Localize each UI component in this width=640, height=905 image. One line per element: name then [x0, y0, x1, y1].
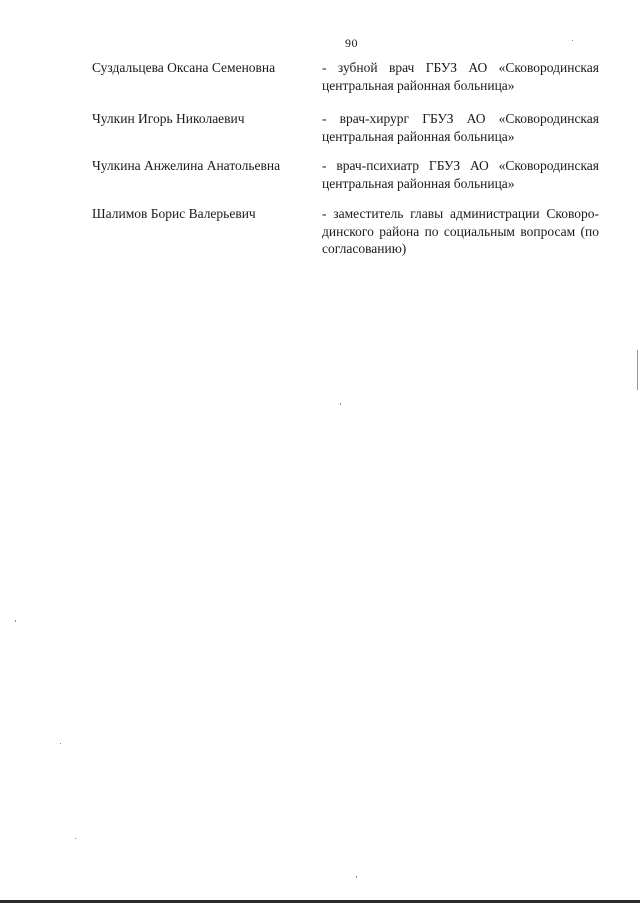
- member-role-line: - зубной врач ГБУЗ АО «Сковородинская: [322, 60, 599, 75]
- member-role: [322, 110, 599, 145]
- member-name: Суздальцева Оксана Семеновна: [92, 60, 276, 75]
- member-role-line: - врач-хирург ГБУЗ АО «Сковородинская: [322, 111, 599, 126]
- member-role-line: - врач-психиатр ГБУЗ АО «Сковородинская: [322, 158, 599, 173]
- member-name: Шалимов Борис Валерьевич: [92, 206, 256, 221]
- member-name: Чулкин Игорь Николаевич: [92, 111, 245, 126]
- member-role: [322, 205, 599, 258]
- scan-bottom-edge: [0, 900, 640, 903]
- member-role-line: согласованию): [322, 241, 407, 256]
- member-role-line: центральная районная больница»: [322, 175, 515, 191]
- scan-speck: [60, 743, 61, 744]
- scan-speck: [340, 403, 341, 405]
- member-role: [322, 157, 599, 192]
- member-role-line: - заместитель главы администрации Сковоро-: [322, 206, 599, 221]
- member-name: Чулкина Анжелина Анатольевна: [92, 158, 281, 173]
- scan-speck: [572, 40, 573, 41]
- scan-speck: [15, 620, 16, 622]
- page-number: 90: [345, 36, 358, 50]
- scan-speck: [356, 876, 357, 878]
- scan-speck: [75, 838, 76, 839]
- member-role-line: динского района по социальным вопросам (по: [322, 223, 599, 239]
- member-role: [322, 59, 599, 94]
- member-role-line: центральная районная больница»: [322, 128, 515, 144]
- scan-edge-mark: [637, 350, 638, 390]
- member-role-line: центральная районная больница»: [322, 77, 515, 93]
